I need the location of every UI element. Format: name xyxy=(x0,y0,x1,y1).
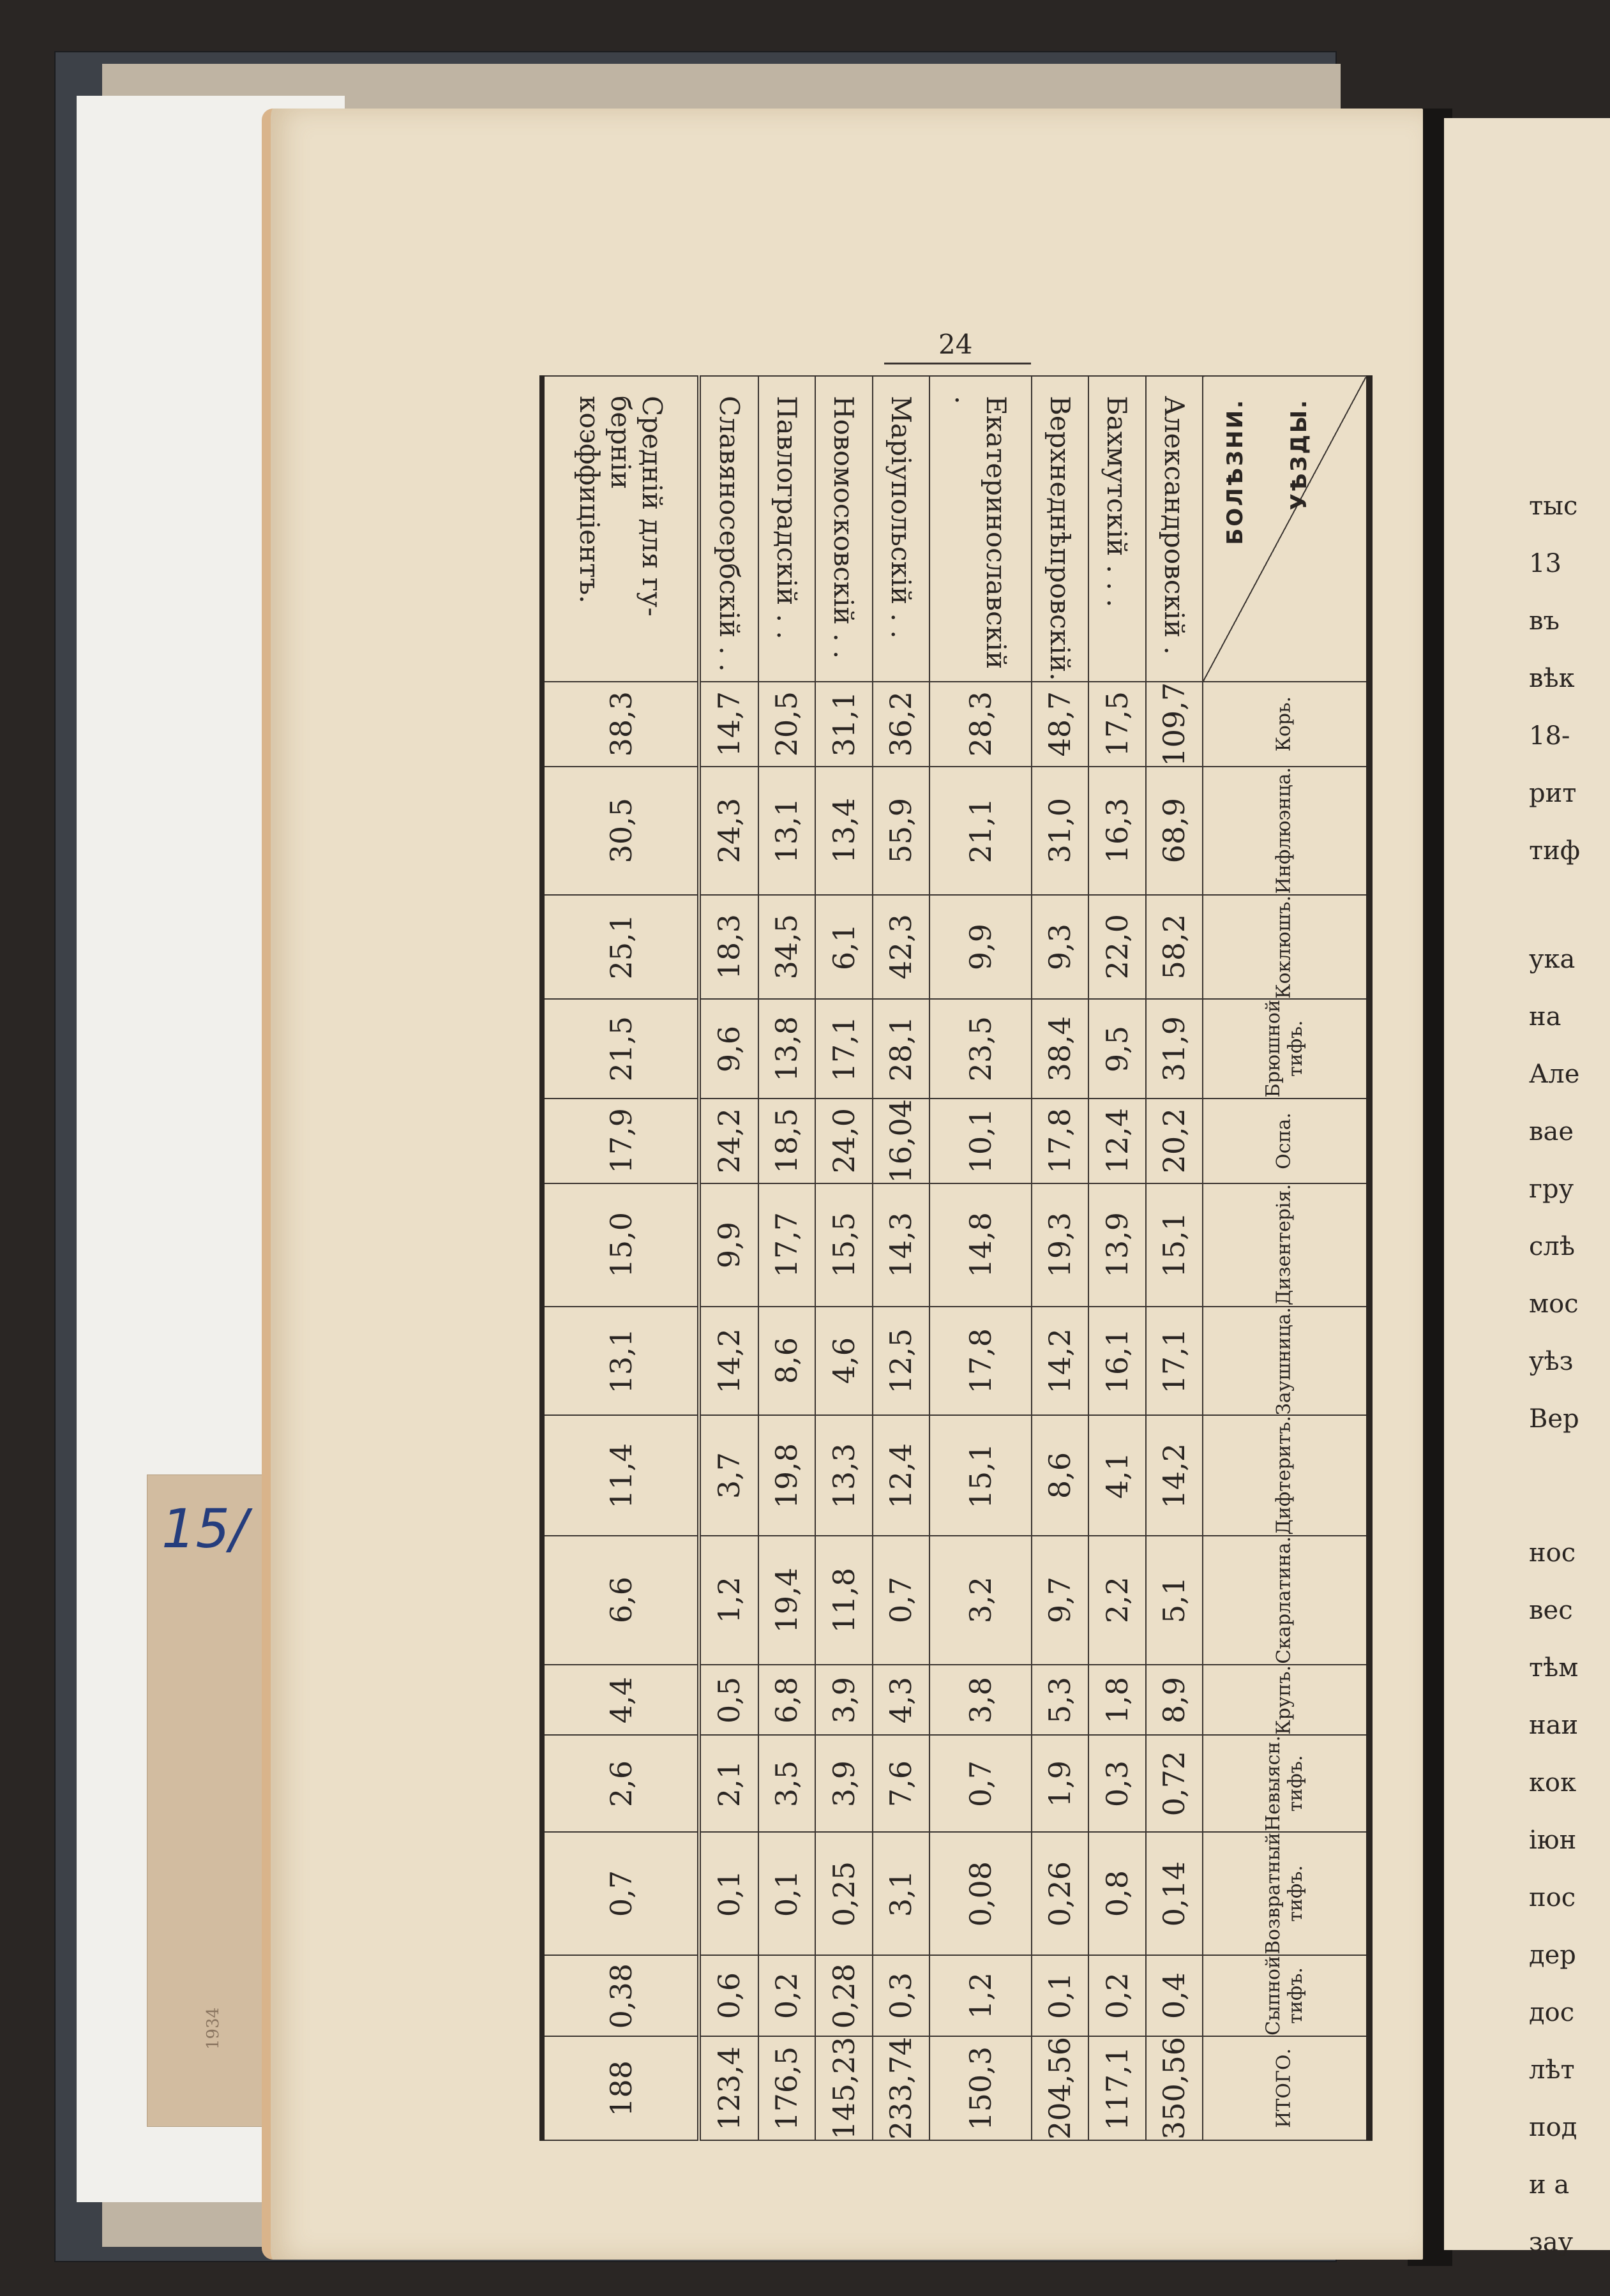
value-cell: 3,1 xyxy=(873,1832,929,1955)
value-cell: 13,8 xyxy=(758,999,815,1098)
district-name-cell: Славяносербскій . . xyxy=(699,376,758,682)
table-row xyxy=(873,376,929,2140)
disease-incidence-table xyxy=(539,375,1373,2141)
library-tag xyxy=(147,1474,269,2127)
value-cell: 7,6 xyxy=(873,1735,929,1832)
right-page-fragment: гру xyxy=(1529,1174,1574,1204)
value-cell: 55,9 xyxy=(873,767,929,894)
value-cell: 0,72 xyxy=(1146,1735,1203,1832)
value-cell: 17,8 xyxy=(929,1307,1032,1416)
total-cell: 117,1 xyxy=(1088,2036,1145,2140)
value-cell: 11,4 xyxy=(542,1415,699,1536)
value-cell: 16,1 xyxy=(1088,1307,1145,1416)
value-cell: 4,1 xyxy=(1088,1415,1145,1536)
right-page-fragment: кок xyxy=(1529,1768,1577,1797)
value-cell: 0,38 xyxy=(542,1955,699,2036)
column-header: Сыпной тифъ. xyxy=(1203,1955,1369,2036)
value-cell: 31,0 xyxy=(1032,767,1088,894)
table-row xyxy=(1032,376,1088,2140)
district-name-cell: Маріупольскій . . xyxy=(873,376,929,682)
value-cell: 1,8 xyxy=(1088,1665,1145,1736)
right-page-fragment: уѣз xyxy=(1529,1347,1574,1376)
right-page-fragment: въ xyxy=(1529,606,1560,636)
value-cell: 0,08 xyxy=(929,1832,1032,1955)
right-page-fragment: іюн xyxy=(1529,1826,1577,1855)
total-cell: 150,3 xyxy=(929,2036,1032,2140)
value-cell: 28,1 xyxy=(873,999,929,1098)
value-cell: 12,5 xyxy=(873,1307,929,1416)
value-cell: 0,1 xyxy=(758,1832,815,1955)
right-page-fragment: дос xyxy=(1529,1998,1575,2027)
value-cell: 14,8 xyxy=(929,1183,1032,1306)
value-cell: 0,8 xyxy=(1088,1832,1145,1955)
tag-number: 15/ xyxy=(162,1497,248,1560)
column-header: Заушница. xyxy=(1203,1307,1369,1416)
value-cell: 14,3 xyxy=(873,1183,929,1306)
right-page-fragment: и а xyxy=(1529,2170,1570,2200)
column-header: Брюшной тифъ. xyxy=(1203,999,1369,1098)
value-cell: 15,1 xyxy=(929,1415,1032,1536)
value-cell: 0,4 xyxy=(1146,1955,1203,2036)
right-page-fragment: пос xyxy=(1529,1883,1576,1912)
total-cell: 204,56 xyxy=(1032,2036,1088,2140)
value-cell: 0,1 xyxy=(1032,1955,1088,2036)
value-cell: 13,9 xyxy=(1088,1183,1145,1306)
total-cell: 350,56 xyxy=(1146,2036,1203,2140)
right-page xyxy=(1444,118,1610,2250)
value-cell: 17,1 xyxy=(815,999,872,1098)
value-cell: 0,14 xyxy=(1146,1832,1203,1955)
table-row xyxy=(699,376,758,2140)
value-cell: 4,4 xyxy=(542,1665,699,1736)
value-cell: 0,28 xyxy=(815,1955,872,2036)
tag-note: 1934 xyxy=(204,2007,223,2050)
value-cell: 9,7 xyxy=(1032,1536,1088,1665)
table-row xyxy=(1088,376,1145,2140)
value-cell: 0,2 xyxy=(1088,1955,1145,2036)
column-header: Оспа. xyxy=(1203,1099,1369,1184)
value-cell: 25,1 xyxy=(542,895,699,1000)
value-cell: 12,4 xyxy=(1088,1099,1145,1184)
value-cell: 14,7 xyxy=(699,682,758,767)
value-cell: 30,5 xyxy=(542,767,699,894)
value-cell: 9,3 xyxy=(1032,895,1088,1000)
value-cell: 14,2 xyxy=(699,1307,758,1416)
value-cell: 0,1 xyxy=(699,1832,758,1955)
value-cell: 5,1 xyxy=(1146,1536,1203,1665)
right-page-fragment: тѣм xyxy=(1529,1653,1579,1683)
value-cell: 16,3 xyxy=(1088,767,1145,894)
value-cell: 17,5 xyxy=(1088,682,1145,767)
right-page-fragment: вае xyxy=(1529,1117,1574,1146)
value-cell: 42,3 xyxy=(873,895,929,1000)
value-cell: 31,9 xyxy=(1146,999,1203,1098)
value-cell: 68,9 xyxy=(1146,767,1203,894)
value-cell: 0,25 xyxy=(815,1832,872,1955)
value-cell: 11,8 xyxy=(815,1536,872,1665)
right-page-fragment: 13 xyxy=(1529,549,1561,578)
value-cell: 2,1 xyxy=(699,1735,758,1832)
column-header: Коклюшъ. xyxy=(1203,895,1369,1000)
district-name-cell: Бахмутскій . . . xyxy=(1088,376,1145,682)
value-cell: 0,5 xyxy=(699,1665,758,1736)
column-header: Скарлатина. xyxy=(1203,1536,1369,1665)
value-cell: 31,1 xyxy=(815,682,872,767)
value-cell: 17,8 xyxy=(1032,1099,1088,1184)
value-cell: 9,6 xyxy=(699,999,758,1098)
value-cell: 15,5 xyxy=(815,1183,872,1306)
right-page-fragment: Але xyxy=(1529,1060,1580,1089)
value-cell: 38,3 xyxy=(542,682,699,767)
value-cell: 3,7 xyxy=(699,1415,758,1536)
average-row xyxy=(542,376,699,2140)
page-number-rule xyxy=(884,363,1031,364)
value-cell: 13,1 xyxy=(542,1307,699,1416)
value-cell: 8,9 xyxy=(1146,1665,1203,1736)
district-name-cell: Екатеринославскій . xyxy=(929,376,1032,682)
value-cell: 15,1 xyxy=(1146,1183,1203,1306)
value-cell: 48,7 xyxy=(1032,682,1088,767)
value-cell: 21,1 xyxy=(929,767,1032,894)
column-header: Инфлюэнца. xyxy=(1203,767,1369,894)
value-cell: 58,2 xyxy=(1146,895,1203,1000)
value-cell: 5,3 xyxy=(1032,1665,1088,1736)
value-cell: 2,2 xyxy=(1088,1536,1145,1665)
corner-label-diseases: БОЛѢЗНИ. xyxy=(1223,398,1248,545)
value-cell: 1,2 xyxy=(699,1536,758,1665)
right-page-fragment: рит xyxy=(1529,779,1577,808)
value-cell: 1,2 xyxy=(929,1955,1032,2036)
value-cell: 14,2 xyxy=(1032,1307,1088,1416)
statistics-table-wrapper xyxy=(539,375,1373,2140)
right-page-fragment: нос xyxy=(1529,1538,1576,1568)
total-cell: 188 xyxy=(542,2036,699,2140)
total-cell: 145,23 xyxy=(815,2036,872,2140)
value-cell: 6,8 xyxy=(758,1665,815,1736)
value-cell: 19,8 xyxy=(758,1415,815,1536)
right-page-fragment: под xyxy=(1529,2113,1577,2142)
value-cell: 17,7 xyxy=(758,1183,815,1306)
table-row xyxy=(815,376,872,2140)
right-page-fragment: мос xyxy=(1529,1289,1579,1319)
value-cell: 19,3 xyxy=(1032,1183,1088,1306)
value-cell: 36,2 xyxy=(873,682,929,767)
value-cell: 18,3 xyxy=(699,895,758,1000)
value-cell: 0,3 xyxy=(873,1955,929,2036)
value-cell: 8,6 xyxy=(1032,1415,1088,1536)
table-header-row xyxy=(1203,376,1369,2140)
column-header: Возвратный тифъ. xyxy=(1203,1832,1369,1955)
value-cell: 14,2 xyxy=(1146,1415,1203,1536)
value-cell: 2,6 xyxy=(542,1735,699,1832)
right-page-fragment: тыс xyxy=(1529,491,1578,521)
value-cell: 9,9 xyxy=(929,895,1032,1000)
value-cell: 12,4 xyxy=(873,1415,929,1536)
value-cell: 24,0 xyxy=(815,1099,872,1184)
value-cell: 6,6 xyxy=(542,1536,699,1665)
page-number: 24 xyxy=(938,329,973,360)
column-header-total: ИТОГО. xyxy=(1203,2036,1369,2140)
right-page-fragment: на xyxy=(1529,1002,1561,1032)
right-page-fragment: дер xyxy=(1529,1940,1576,1970)
value-cell: 28,3 xyxy=(929,682,1032,767)
value-cell: 18,5 xyxy=(758,1099,815,1184)
value-cell: 6,1 xyxy=(815,895,872,1000)
table-row xyxy=(929,376,1032,2140)
value-cell: 19,4 xyxy=(758,1536,815,1665)
column-header: Дизентерія. xyxy=(1203,1183,1369,1306)
value-cell: 0,7 xyxy=(873,1536,929,1665)
value-cell: 24,3 xyxy=(699,767,758,894)
value-cell: 3,9 xyxy=(815,1665,872,1736)
value-cell: 17,1 xyxy=(1146,1307,1203,1416)
value-cell: 3,9 xyxy=(815,1735,872,1832)
right-page-fragment: вес xyxy=(1529,1596,1573,1625)
value-cell: 20,2 xyxy=(1146,1099,1203,1184)
value-cell: 16,04 xyxy=(873,1099,929,1184)
value-cell: 21,5 xyxy=(542,999,699,1098)
table-row xyxy=(1146,376,1203,2140)
value-cell: 109,7 xyxy=(1146,682,1203,767)
value-cell: 0,7 xyxy=(542,1832,699,1955)
total-cell: 176,5 xyxy=(758,2036,815,2140)
right-page-fragment: зау xyxy=(1529,2228,1574,2257)
value-cell: 13,4 xyxy=(815,767,872,894)
value-cell: 13,1 xyxy=(758,767,815,894)
table-corner-header xyxy=(1203,376,1369,682)
value-cell: 0,2 xyxy=(758,1955,815,2036)
value-cell: 1,9 xyxy=(1032,1735,1088,1832)
value-cell: 9,5 xyxy=(1088,999,1145,1098)
value-cell: 15,0 xyxy=(542,1183,699,1306)
value-cell: 23,5 xyxy=(929,999,1032,1098)
right-page-fragment: слѣ xyxy=(1529,1232,1575,1261)
value-cell: 4,3 xyxy=(873,1665,929,1736)
value-cell: 22,0 xyxy=(1088,895,1145,1000)
right-page-fragment: наи xyxy=(1529,1711,1579,1740)
corner-label-districts: УѢЗДЫ. xyxy=(1286,398,1312,511)
value-cell: 3,8 xyxy=(929,1665,1032,1736)
right-page-fragment: лѣт xyxy=(1529,2055,1575,2085)
value-cell: 24,2 xyxy=(699,1099,758,1184)
value-cell: 3,5 xyxy=(758,1735,815,1832)
district-name-cell: Средній для гу- берніи коэффиціентъ. xyxy=(542,376,699,682)
right-page-fragment: вѣк xyxy=(1529,664,1575,693)
value-cell: 20,5 xyxy=(758,682,815,767)
total-cell: 233,74 xyxy=(873,2036,929,2140)
column-header: Дифтеритъ. xyxy=(1203,1415,1369,1536)
value-cell: 0,3 xyxy=(1088,1735,1145,1832)
value-cell: 0,26 xyxy=(1032,1832,1088,1955)
right-page-fragment: ука xyxy=(1529,945,1576,974)
value-cell: 0,6 xyxy=(699,1955,758,2036)
total-cell: 123,4 xyxy=(699,2036,758,2140)
right-page-fragment: 18- xyxy=(1529,721,1570,751)
column-header: Невыясн. тифъ. xyxy=(1203,1735,1369,1832)
value-cell: 17,9 xyxy=(542,1099,699,1184)
value-cell: 34,5 xyxy=(758,895,815,1000)
district-name-cell: Александровскій . xyxy=(1146,376,1203,682)
column-header: Корь. xyxy=(1203,682,1369,767)
table-body xyxy=(542,376,1203,2140)
value-cell: 38,4 xyxy=(1032,999,1088,1098)
table-row xyxy=(758,376,815,2140)
value-cell: 13,3 xyxy=(815,1415,872,1536)
district-name-cell: Новомосковскій . . xyxy=(815,376,872,682)
column-header: Крупъ. xyxy=(1203,1665,1369,1736)
district-name-cell: Павлоградскій . . xyxy=(758,376,815,682)
value-cell: 10,1 xyxy=(929,1099,1032,1184)
value-cell: 3,2 xyxy=(929,1536,1032,1665)
value-cell: 9,9 xyxy=(699,1183,758,1306)
value-cell: 0,7 xyxy=(929,1735,1032,1832)
right-page-fragment: тиф xyxy=(1529,836,1581,866)
value-cell: 8,6 xyxy=(758,1307,815,1416)
right-page-fragment: Вер xyxy=(1529,1404,1579,1434)
district-name-cell: Верхнеднѣпровскій. xyxy=(1032,376,1088,682)
value-cell: 4,6 xyxy=(815,1307,872,1416)
